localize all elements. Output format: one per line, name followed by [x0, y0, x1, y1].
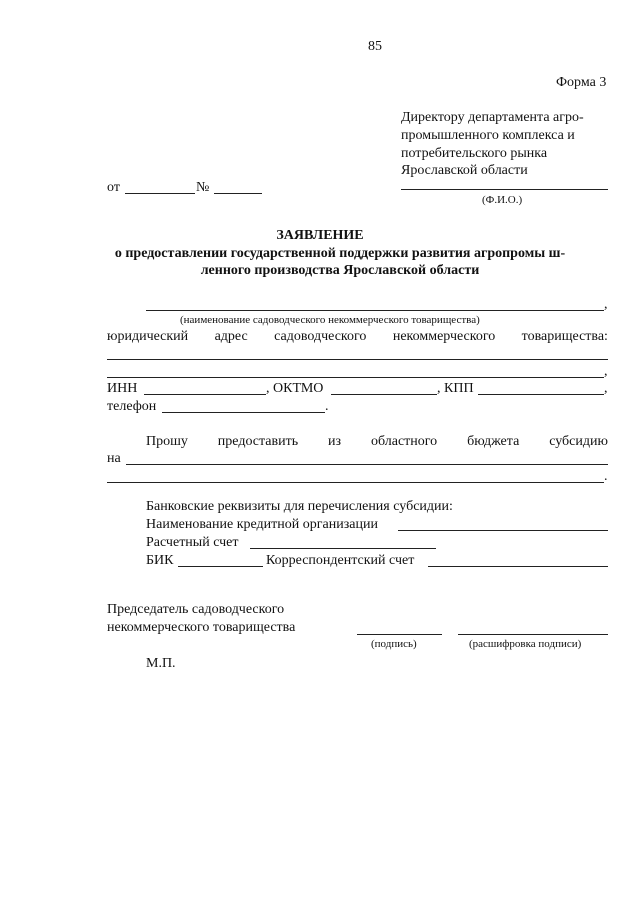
org-name-blank[interactable]	[146, 310, 604, 311]
phone-label: телефон	[107, 399, 157, 414]
addressee-line: Ярославской области	[401, 163, 528, 178]
address-blank-2[interactable]	[107, 377, 604, 378]
corr-account-label: Корреспондентский счет	[266, 553, 415, 568]
account-label: Расчетный счет	[146, 535, 239, 550]
request-text	[146, 433, 608, 450]
from-label: от	[107, 180, 120, 195]
addressee-line: Директору департамента агро-	[401, 110, 584, 125]
request-end-dot: .	[604, 469, 608, 484]
bik-blank[interactable]	[178, 566, 263, 567]
credit-org-label: Наименование кредитной организации	[146, 517, 378, 532]
address-word: некоммерческого	[392, 329, 496, 344]
page-number: 85	[368, 39, 382, 54]
number-blank[interactable]	[214, 193, 262, 194]
org-name-comma: ,	[604, 297, 608, 312]
signature-decode-blank[interactable]	[458, 634, 608, 635]
signature-blank[interactable]	[357, 634, 442, 635]
bank-heading: Банковские реквизиты для перечисления субсидии:	[146, 499, 453, 514]
decode-caption: (расшифровка подписи)	[469, 638, 582, 650]
address-comma: ,	[604, 364, 608, 379]
signature-caption: (подпись)	[371, 638, 417, 650]
address-word: товарищества:	[521, 329, 608, 344]
document-heading: ЗАЯВЛЕНИЕ	[276, 228, 364, 243]
chairman-title-line1: Председатель садоводческого	[107, 602, 285, 617]
kpp-label: , КПП	[437, 381, 474, 396]
stamp-label: М.П.	[146, 656, 176, 671]
credit-org-blank[interactable]	[398, 530, 608, 531]
request-word: бюджета	[467, 434, 520, 449]
request-word: из	[328, 434, 342, 449]
form-label: Форма 3	[556, 75, 607, 90]
inn-blank[interactable]	[144, 394, 266, 395]
number-sign: №	[196, 180, 210, 195]
document-subject-line1: о предоставлении государственной поддержки развития агропромы ш-	[114, 246, 566, 261]
addressee-line: потребительского рынка	[401, 146, 548, 161]
document-subject-line2: ленного производства Ярославской области	[200, 263, 480, 278]
request-word: Прошу	[146, 434, 188, 449]
kpp-blank[interactable]	[478, 394, 604, 395]
request-word: субсидию	[549, 434, 608, 449]
bik-label: БИК	[146, 553, 174, 568]
account-blank[interactable]	[250, 548, 436, 549]
date-blank[interactable]	[125, 193, 195, 194]
request-word: предоставить	[217, 434, 299, 449]
chairman-title-line2: некоммерческого товарищества	[107, 620, 296, 635]
fio-blank[interactable]	[401, 189, 608, 190]
request-na: на	[107, 451, 121, 466]
address-word: адрес	[214, 329, 248, 344]
address-word: садоводческого	[274, 329, 367, 344]
phone-end: .	[325, 399, 329, 414]
corr-account-blank[interactable]	[428, 566, 608, 567]
purpose-blank-1[interactable]	[126, 464, 608, 465]
addressee-line: промышленного комплекса и	[401, 128, 575, 143]
phone-blank[interactable]	[162, 412, 325, 413]
inn-label: ИНН	[107, 381, 138, 396]
org-name-caption: (наименование садоводческого некоммерческого товарищества)	[180, 314, 480, 326]
address-word: юридический	[107, 329, 189, 344]
purpose-blank-2[interactable]	[107, 482, 604, 483]
address-blank-1[interactable]	[107, 359, 608, 360]
fio-caption: (Ф.И.О.)	[482, 194, 523, 206]
oktmo-label: , ОКТМО	[266, 381, 324, 396]
legal-address-label	[107, 328, 608, 345]
codes-comma: ,	[604, 381, 608, 396]
oktmo-blank[interactable]	[331, 394, 437, 395]
request-word: областного	[370, 434, 438, 449]
